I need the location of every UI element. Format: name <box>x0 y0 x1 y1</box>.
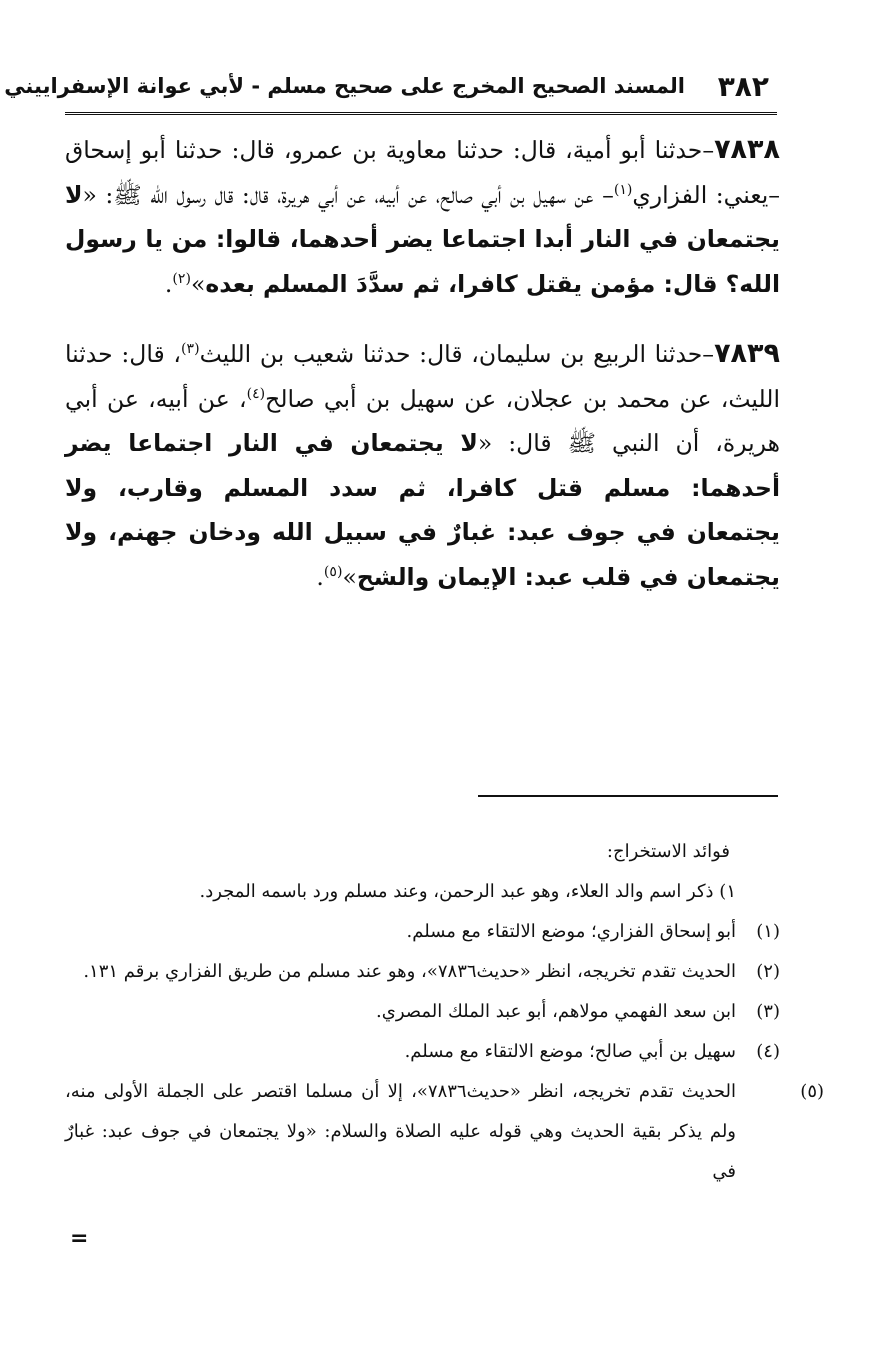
running-title: المسند الصحيح المخرج على صحيح مسلم - لأبي عوانة الإسفراييني <box>4 74 685 98</box>
footnote-number: (٤) <box>756 1041 780 1062</box>
hadith-isnad: –حدثنا الربيع بن سليمان، قال: حدثنا شعيب بن الليث <box>199 340 715 368</box>
main-text <box>65 128 780 625</box>
hadith-matn: لا يجتمعان في النار أبدا اجتماعا يضر أحدهما، قالوا: من يا رسول الله؟ قال: مؤمن يقتل كافرا، ثم سدَّدَ المسلم بعده <box>65 180 780 298</box>
hadith-isnad-cont: ، عن أبيه، عن أبي هريرة، أن النبي ﷺ قال: « <box>65 384 780 457</box>
footnote-text: الحديث تقدم تخريجه، انظر «حديث٧٨٣٦»، إلا أن مسلما اقتصر على الجملة الأولى منه، ولم يذكر بقية الحديث وهي قوله عليه الصلاة والسلام: «ولا يجتمعان في جوف عبد: غبارٌ في <box>65 1081 737 1182</box>
footnotes-heading: فوائد الاستخراج: <box>606 841 730 862</box>
footnote-ref[interactable]: (٢) <box>172 270 191 287</box>
footnote-ref[interactable]: (٤) <box>246 385 266 402</box>
hadith-isnad: –حدثنا أبو أمية، قال: حدثنا معاوية بن عمرو، قال: حدثنا أبو إسحاق –يعني: الفزاري <box>65 136 780 209</box>
footnote-text: ابن سعد الفهمي مولاهم، أبو عبد الملك المصري. <box>376 1001 736 1022</box>
footnote-5 <box>65 1072 825 1192</box>
hadith-isnad-cont: ، قال: حدثنا الليث، عن محمد بن عجلان، عن سهيل بن أبي صالح <box>65 340 780 413</box>
hadith-matn: لا يجتمعان في النار اجتماعا يضر أحدهما: مسلم قتل كافرا، ثم سدد المسلم وقارب، ولا يجتمعان في جوف عبد: غبارٌ في سبيل الله ودخان جهنم، ولا يجتمعان في قلب عبد: الإيمان والشح <box>65 429 780 591</box>
hadith-7839 <box>65 332 780 599</box>
page-header <box>4 60 777 115</box>
period: . <box>164 269 173 298</box>
footnote-number: (٥) <box>800 1081 825 1102</box>
hadith-number: ٧٨٣٨ <box>714 134 780 165</box>
footnote-separator <box>478 795 778 797</box>
footnote-text: سهيل بن أبي صالح؛ موضع الالتقاء مع مسلم. <box>404 1041 736 1062</box>
hadith-number: ٧٨٣٩ <box>714 338 780 369</box>
quote-close: » <box>190 269 206 298</box>
footnote-1 <box>65 912 780 952</box>
hadith-7838 <box>65 128 780 306</box>
footnote-4 <box>65 1032 780 1072</box>
footnote-text: الحديث تقدم تخريجه، انظر «حديث٧٨٣٦»، وهو عند مسلم من طريق الفزاري برقم ١٣١. <box>83 961 736 982</box>
footnote-number: (٢) <box>756 961 780 982</box>
footnote-number: (١) <box>756 921 780 942</box>
period: . <box>316 562 324 591</box>
extraction-benefit: ١) ذكر اسم والد العلاء، وهو عبد الرحمن، وعند مسلم ورد باسمه المجرد. <box>199 881 736 902</box>
footnote-text: أبو إسحاق الفزاري؛ موضع الالتقاء مع مسلم. <box>406 921 736 942</box>
footnote-ref[interactable]: (٣) <box>180 341 200 358</box>
page-number: ٣٨٢ <box>717 70 769 103</box>
hadith-isnad-cont: – عن سهيل بن أبي صالح، عن أبيه، عن أبي هريرة، قال: قال رسول الله ﷺ: « <box>82 180 614 209</box>
footnote-2 <box>65 952 780 992</box>
footnotes <box>65 832 825 1192</box>
footnote-ref[interactable]: (٥) <box>323 563 343 580</box>
quote-close: » <box>342 562 357 591</box>
footnote-ref[interactable]: (١) <box>613 181 633 198</box>
footnote-3 <box>65 992 780 1032</box>
continuation-mark: = <box>70 1226 89 1251</box>
footnote-number: (٣) <box>756 1001 780 1022</box>
